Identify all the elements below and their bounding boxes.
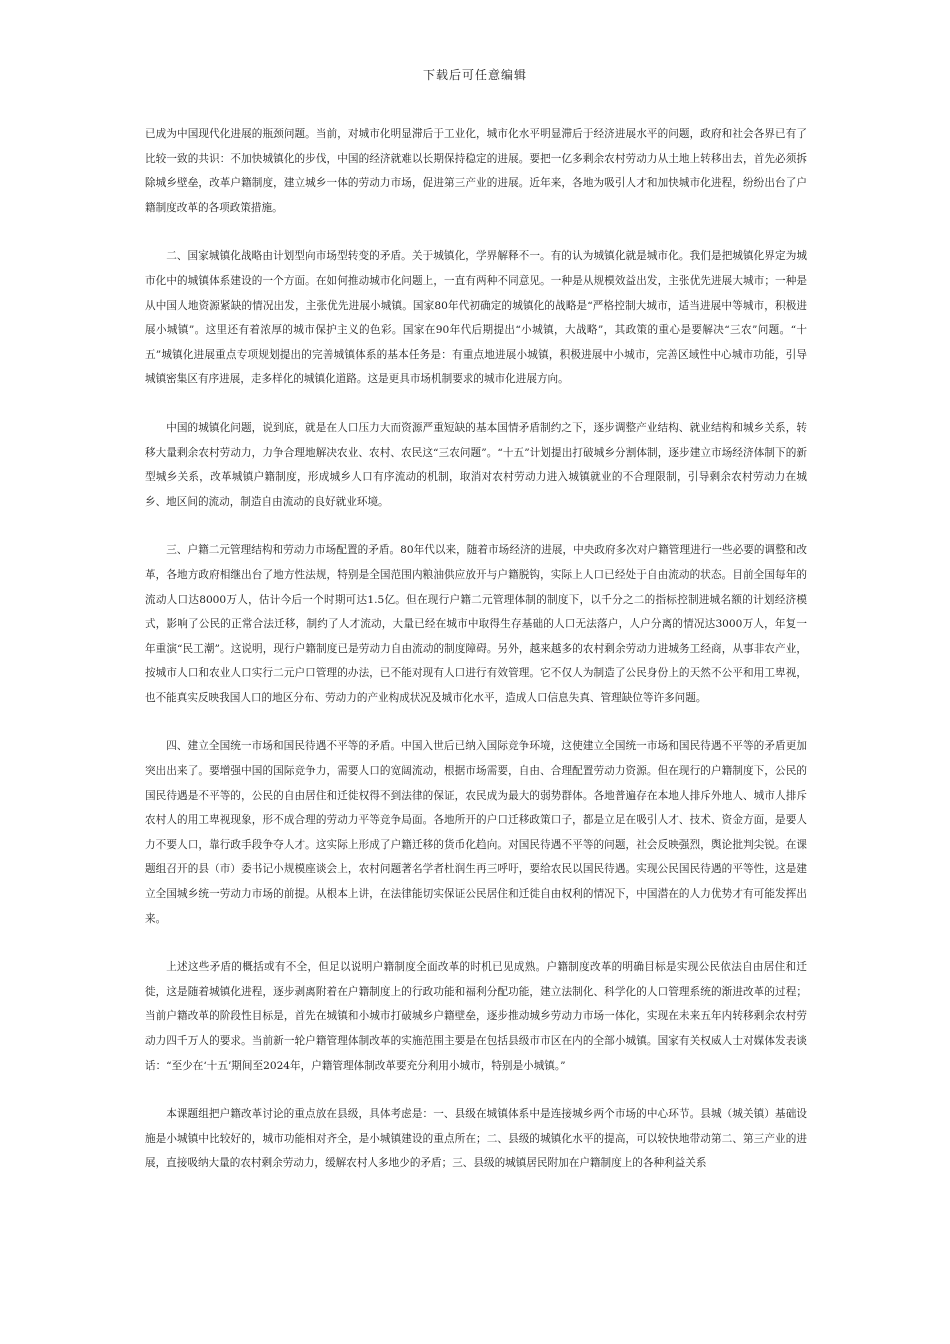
paragraph-7: 本课题组把户籍改革讨论的重点放在县级，具体考虑是：一、县级在城镇体系中是连接城乡两个市场的中心环节。县城（城关镇）基础设施是小城镇中比较好的，城市功能相对齐全，是小城镇建设的重点所在；二、县级的城镇化水平的提高，可以较快地带动第二、第三产业的进展，直接吸纳大量的农村剩余劳动力，缓解农村人多地少的矛盾；三、县级的城镇居民附加在户籍制度上的各种利益关系 — [145, 1108, 807, 1170]
paragraph-6: 上述这些矛盾的概括或有不全，但足以说明户籍制度全面改革的时机已见成熟。户籍制度改革的明确目标是实现公民依法自由居住和迁徙，这是随着城镇化进程，逐步剥离附着在户籍制度上的行政功能和福利分配功能，建立法制化、科学化的人口管理系统的渐进改革的过程；当前户籍改革的阶段性目标是，首先在城镇和小城市打破城乡户籍壁垒，逐步推动城乡劳动力市场一体化，实现在未来五年内转移剩余农村劳动力四千万人的要求。当前新一轮户籍管理体制改革的实施范围主要是在包括县级市市区在内的全部小城镇。国家有关权威人士对媒体发表谈话：“至少在‘十五’期间至2024年，户籍管理体制改革要充分利用小城市，特别是小城镇。” — [145, 961, 807, 1072]
paragraph-2: 二、国家城镇化战略由计划型向市场型转变的矛盾。关于城镇化，学界解释不一。有的认为城镇化就是城市化。我们是把城镇化界定为城市化中的城镇体系建设的一个方面。在如何推动城市化问题上，一直有两种不同意见。一种是从规模效益出发，主张优先进展大城市；一种是从中国人地资源紧缺的情况出发，主张优先进展小城镇。国家80年代初确定的城镇化的战略是“严格控制大城市，适当进展中等城市，积极进展小城镇”。这里还有着浓厚的城市保护主义的色彩。国家在90年代后期提出“小城镇，大战略”，其政策的重心是要解决“三农”问题。“十五”城镇化进展重点专项规划提出的完善城镇体系的基本任务是：有重点地进展小城镇，积极进展中小城市，完善区域性中心城市功能，引导城镇密集区有序进展，走多样化的城镇化道路。这是更具市场机制要求的城市化进展方向。 — [145, 250, 807, 386]
paragraph-1: 已成为中国现代化进展的瓶颈问题。当前，对城市化明显滞后于工业化，城市化水平明显滞后于经济进展水平的问题，政府和社会各界已有了比较一致的共识：不加快城镇化的步伐，中国的经济就难以长期保持稳定的进展。要把一亿多剩余农村劳动力从土地上转移出去，首先必须拆除城乡壁垒，改革户籍制度，建立城乡一体的劳动力市场，促进第三产业的进展。近年来，各地为吸引人才和加快城市化进程，纷纷出台了户籍制度改革的各项政策措施。 — [145, 128, 807, 214]
paragraph-4: 三、户籍二元管理结构和劳动力市场配置的矛盾。80年代以来，随着市场经济的进展，中央政府多次对户籍管理进行一些必要的调整和改革，各地方政府相继出台了地方性法规，特别是全国范围内粮油供应放开与户籍脱钩，实际上人口已经处于自由流动的状态。目前全国每年的流动人口达8000万人，估计今后一个时期可达1.5亿。但在现行户籍二元管理体制的制度下，以千分之二的指标控制进城名额的计划经济模式，影响了公民的正常合法迁移，制约了人才流动，大量已经在城市中取得生存基础的人口无法落户，人户分离的情况达3000万人，年复一年重演“民工潮”。这说明，现行户籍制度已是劳动力自由流动的制度障碍。另外，越来越多的农村剩余劳动力进城务工经商，从事非农产业，按城市人口和农业人口实行二元户口管理的办法，已不能对现有人口进行有效管理。它不仅人为制造了公民身份上的天然不公平和用工卑视，也不能真实反映我国人口的地区分布、劳动力的产业构成状况及城市化水平，造成人口信息失真、管理缺位等许多问题。 — [145, 544, 807, 704]
document-body — [145, 122, 807, 1200]
paragraph-3: 中国的城镇化问题，说到底，就是在人口压力大而资源严重短缺的基本国情矛盾制约之下，逐步调整产业结构、就业结构和城乡关系，转移大量剩余农村劳动力，力争合理地解决农业、农村、农民这“三农问题”。“十五”计划提出打破城乡分割体制，逐步建立市场经济体制下的新型城乡关系，改革城镇户籍制度，形成城乡人口有序流动的机制，取消对农村劳动力进入城镇就业的不合理限制，引导剩余农村劳动力在城乡、地区间的流动，制造自由流动的良好就业环境。 — [145, 421, 807, 508]
page-header: 下载后可任意编辑 — [422, 68, 527, 82]
paragraph-5: 四、建立全国统一市场和国民待遇不平等的矛盾。中国入世后已纳入国际竞争环境，这使建立全国统一市场和国民待遇不平等的矛盾更加突出出来了。要增强中国的国际竞争力，需要人口的宽阔流动，根据市场需要，自由、合理配置劳动力资源。但在现行的户籍制度下，公民的国民待遇是不平等的，公民的自由居住和迁徙权得不到法律的保证，农民成为最大的弱势群体。各地普遍存在本地人排斥外地人、城市人排斥农村人的用工卑视现象，形不成合理的劳动力平等竞争局面。各地所开的户口迁移政策口子，都是立足在吸引人才、技术、资金方面，是要人力不要人口，靠行政手段争夺人才。这实际上形成了户籍迁移的货币化趋向。对国民待遇不平等的问题，社会反映强烈，舆论批判尖锐。在课题组召开的县（市）委书记小规模座谈会上，农村问题著名学者杜润生再三呼吁，要给农民以国民待遇。实现公民国民待遇的平等性，这是建立全国城乡统一劳动力市场的前提。从根本上讲，在法律能切实保证公民居住和迁徙自由权利的情况下，中国潜在的人力优势才有可能发挥出来。 — [145, 740, 807, 925]
